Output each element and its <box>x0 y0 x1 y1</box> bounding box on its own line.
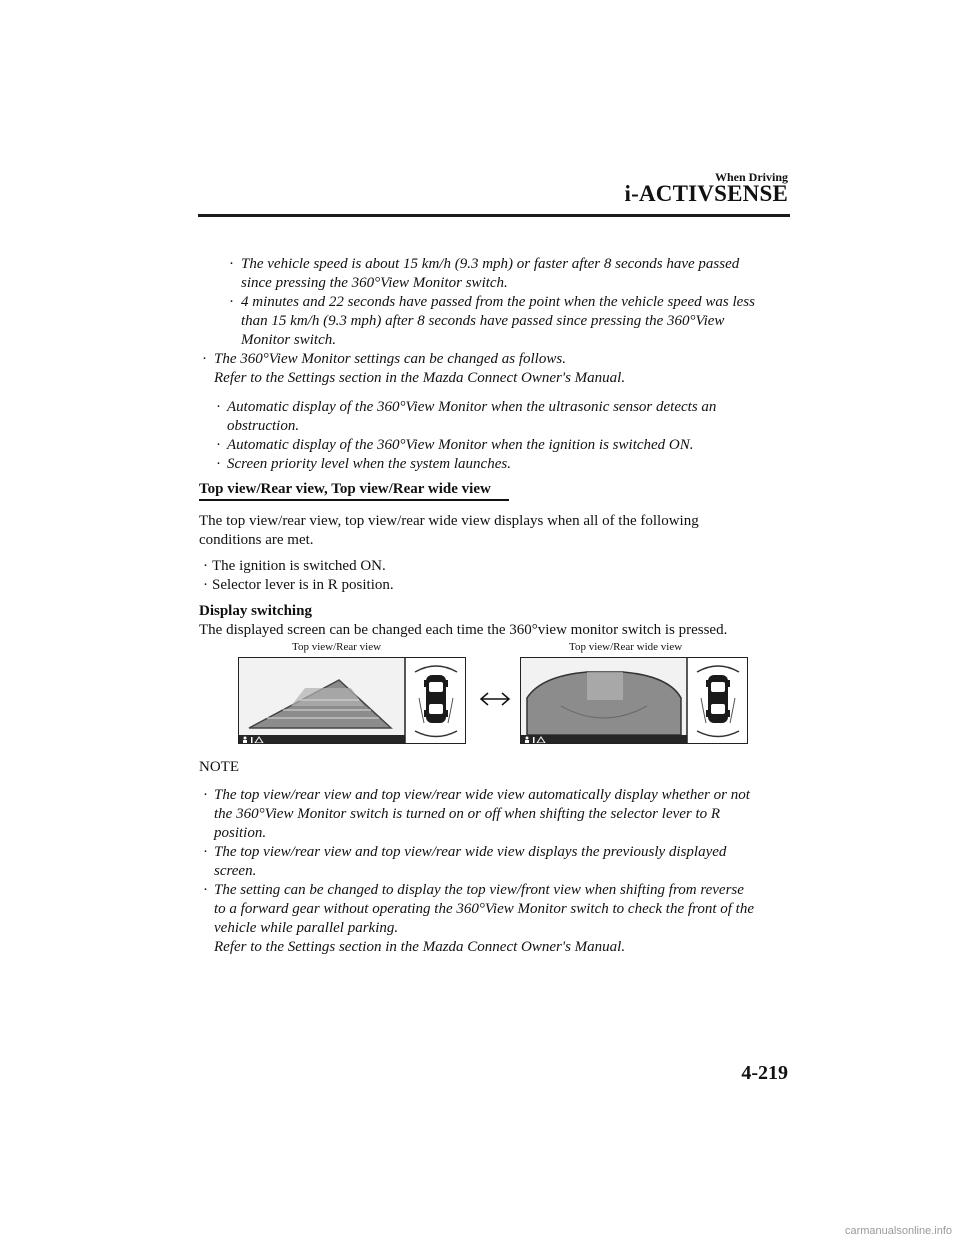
note-line: The top view/rear view and top view/rear wide view automatically display whether or not <box>214 787 750 803</box>
note-line: than 15 km/h (9.3 mph) after 8 seconds have passed since pressing the 360°View <box>241 313 725 329</box>
top-rear-view-screen <box>238 657 466 744</box>
note-line: Monitor switch. <box>241 332 337 348</box>
note-line: to a forward gear without operating the 360°View Monitor switch to check the front of the <box>214 901 754 917</box>
bullet: · <box>229 294 234 310</box>
note-line: The top view/rear view and top view/rear wide view displays the previously displayed <box>214 844 727 860</box>
figure-caption-left: Top view/Rear view <box>292 641 382 653</box>
bullet: · <box>202 351 207 367</box>
note-label: NOTE <box>199 759 239 775</box>
note-line: Automatic display of the 360°View Monitor when the ignition is switched ON. <box>227 437 694 453</box>
vehicle-top-icon <box>424 675 448 723</box>
bullet: · <box>203 577 208 593</box>
note-line: Refer to the Settings section in the Mazda Connect Owner's Manual. <box>214 370 626 386</box>
rear-camera-view <box>239 658 466 744</box>
intro-line: conditions are met. <box>199 532 314 548</box>
note-line: 4 minutes and 22 seconds have passed from the point when the vehicle speed was less <box>241 294 755 310</box>
note-line: The vehicle speed is about 15 km/h (9.3 mph) or faster after 8 seconds have passed <box>241 256 740 272</box>
note-line: Screen priority level when the system launches. <box>227 456 511 472</box>
watermark: carmanualsonline.info <box>844 1225 952 1237</box>
note-line: Refer to the Settings section in the Mazda Connect Owner's Manual. <box>214 939 626 955</box>
note-line: since pressing the 360°View Monitor switch. <box>241 275 508 291</box>
page-number: 4-219 <box>741 1062 788 1084</box>
bullet: · <box>203 787 208 803</box>
rear-wide-camera-view <box>521 658 748 744</box>
subsection-underline <box>199 499 509 501</box>
note-line: position. <box>214 825 267 841</box>
bullet: · <box>229 256 234 272</box>
display-switching-heading: Display switching <box>199 603 312 619</box>
bullet: · <box>203 882 208 898</box>
bullet: · <box>203 844 208 860</box>
header-divider <box>198 214 790 217</box>
section-title: i-ACTIVSENSE <box>624 181 788 206</box>
condition-item: Selector lever is in R position. <box>212 577 394 593</box>
note-line: obstruction. <box>227 418 300 434</box>
bullet: · <box>216 437 221 453</box>
vehicle-top-icon <box>706 675 730 723</box>
note-line: screen. <box>214 863 257 879</box>
bullet: · <box>203 558 208 574</box>
note-line: Automatic display of the 360°View Monitor when the ultrasonic sensor detects an <box>227 399 717 415</box>
double-arrow-icon <box>478 690 512 713</box>
intro-line: The top view/rear view, top view/rear wide view displays when all of the following <box>199 513 699 529</box>
section-label: When Driving <box>714 170 788 184</box>
note-line: vehicle while parallel parking. <box>214 920 399 936</box>
display-switching-text: The displayed screen can be changed each time the 360°view monitor switch is pressed. <box>199 622 728 638</box>
note-line: The 360°View Monitor settings can be changed as follows. <box>214 351 566 367</box>
subsection-heading: Top view/Rear view, Top view/Rear wide view <box>199 481 491 497</box>
condition-item: The ignition is switched ON. <box>212 558 386 574</box>
top-rear-wide-view-screen <box>520 657 748 744</box>
note-line: the 360°View Monitor switch is turned on or off when shifting the selector lever to R <box>214 806 721 822</box>
note-line: The setting can be changed to display the top view/front view when shifting from reverse <box>214 882 744 898</box>
bullet: · <box>216 399 221 415</box>
figure-caption-right: Top view/Rear wide view <box>569 641 683 653</box>
bullet: · <box>216 456 221 472</box>
